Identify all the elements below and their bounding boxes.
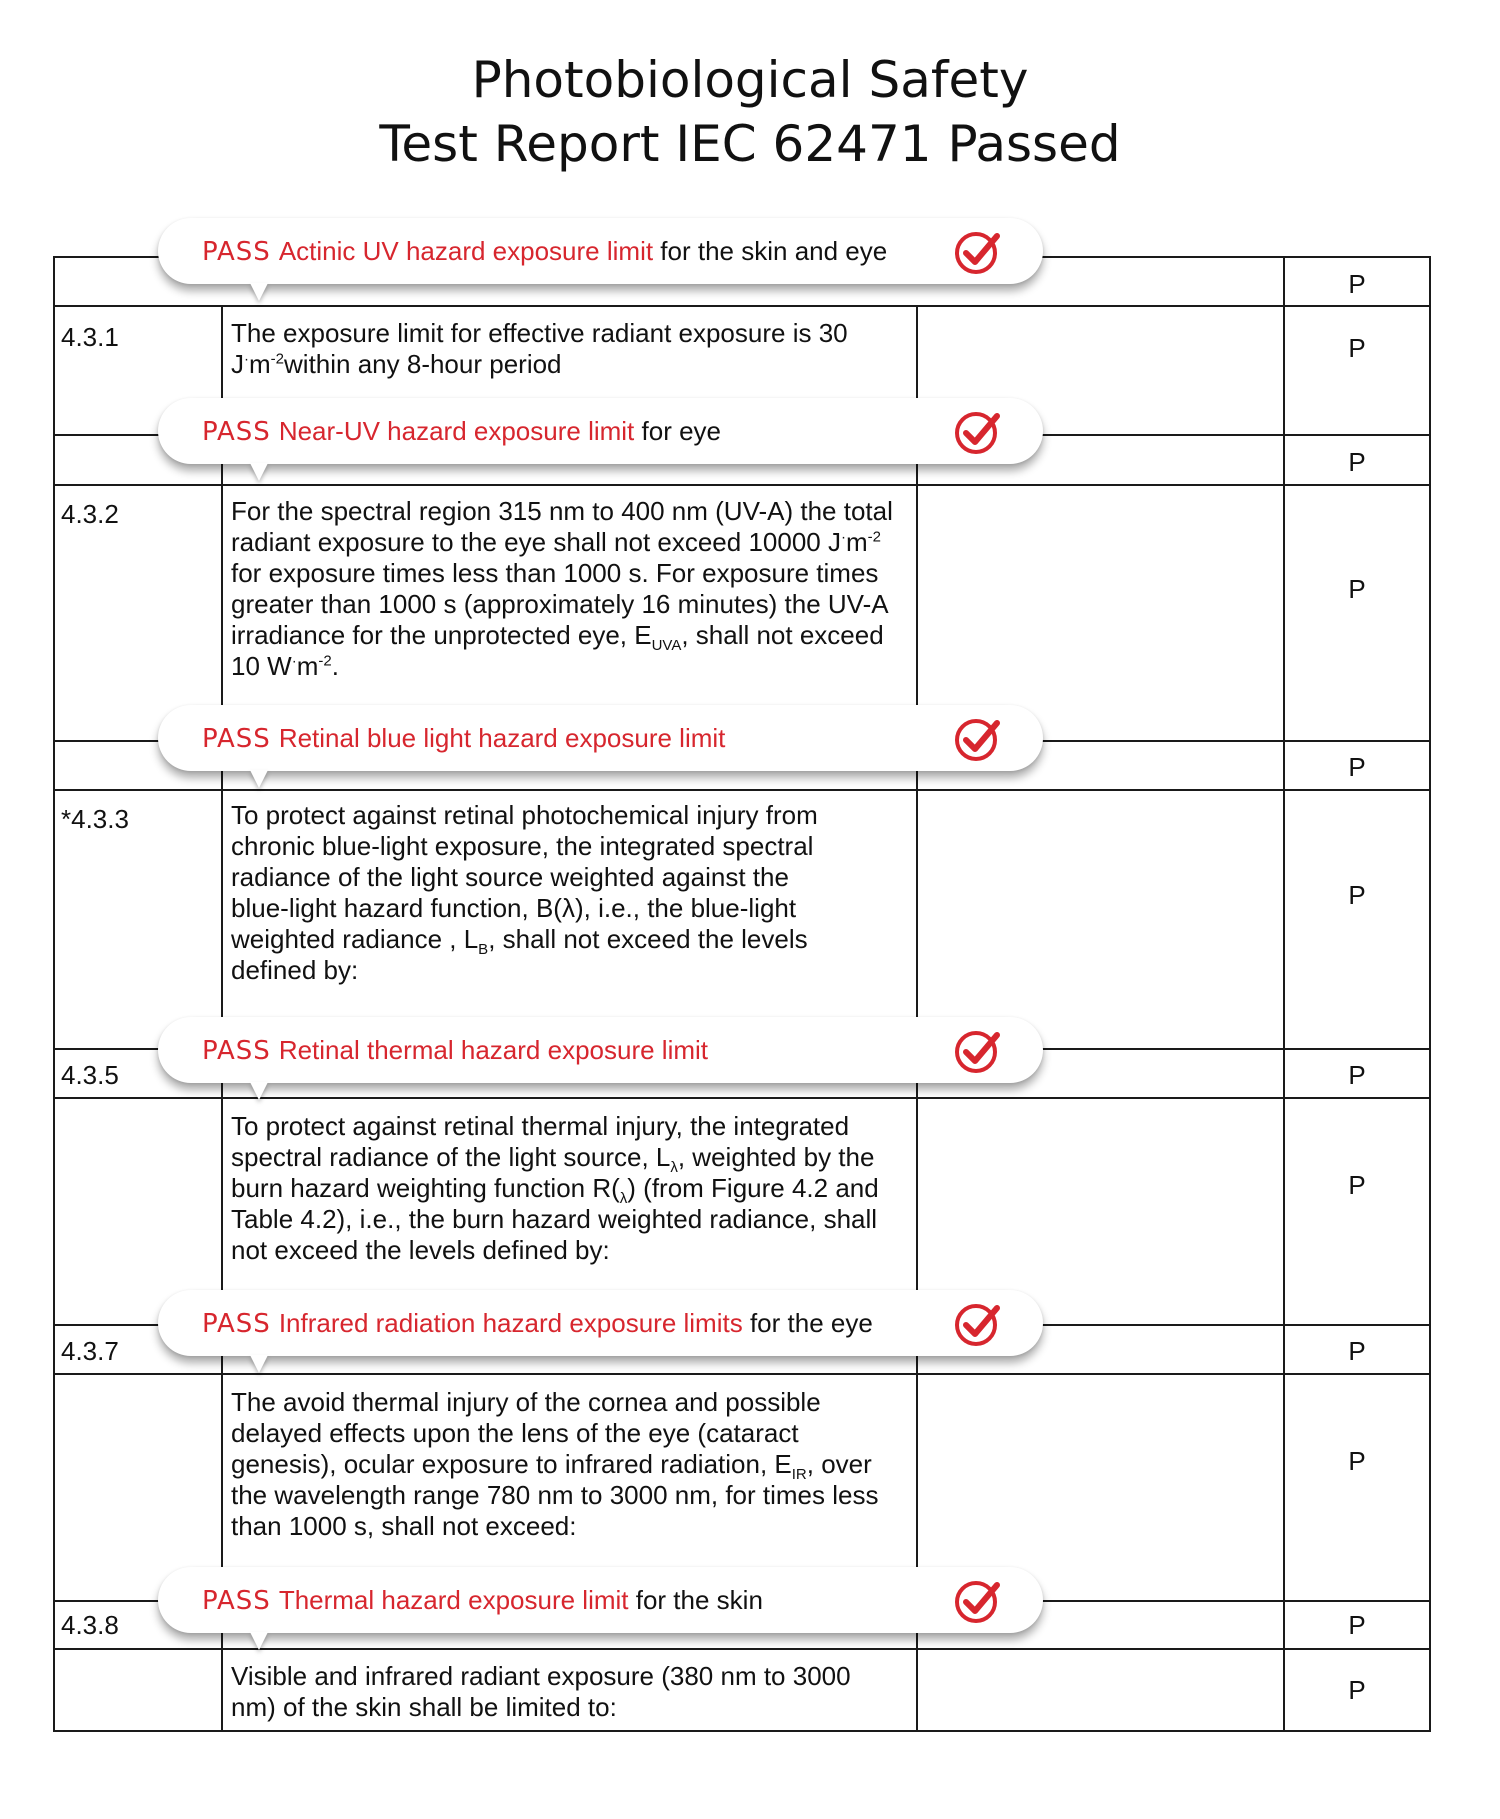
- verdict-pass: P: [1348, 574, 1366, 604]
- verdict-pass: P: [1348, 447, 1366, 477]
- table-rule: [53, 256, 55, 1732]
- verdict-pass: P: [1348, 1675, 1366, 1705]
- verdict-pass: P: [1348, 269, 1366, 299]
- pass-label: PASS: [202, 1586, 271, 1616]
- verdict-pass: P: [1348, 333, 1366, 363]
- clause-number: 4.3.2: [61, 499, 119, 529]
- requirement-text: The avoid thermal injury of the cornea and possible delayed effects upon the lens of the eye (cataract genesis), ocular exposure to infrared radiation, $E_{IR}$, over the wavelength range 780 nm to 3000 nm, for times less than 1000 s, shall not exceed:: [231, 1387, 879, 1541]
- check-circle-icon: [953, 1026, 1003, 1076]
- table-rule: [53, 305, 1429, 307]
- check-circle-icon: [953, 714, 1003, 764]
- pass-banner-skin-thermal: PASS Thermal hazard exposure limit for the skin: [158, 1567, 1043, 1633]
- requirement-text: Visible and infrared radiant exposure (380 nm to 3000 nm) of the skin shall be limited to:: [231, 1661, 851, 1722]
- clause-number: 4.3.7: [61, 1336, 119, 1366]
- verdict-pass: P: [1348, 1170, 1366, 1200]
- requirement-text: The exposure limit for effective radiant exposure is 30 $J^\cdot m^{-2}within$ any 8-hour period: [231, 318, 848, 379]
- clause-number: *4.3.3: [61, 804, 129, 834]
- table-rule: [53, 484, 1429, 486]
- verdict-pass: P: [1348, 752, 1366, 782]
- requirement-text: To protect against retinal thermal injury, the integrated spectral radiance of the light source, $L_\lambda$, weighted by the burn hazard weighting function $R(_\lambda)$ (from Figure 4.2 and Table 4.2), i.e., the burn hazard weighted radiance, shall not exceed the levels defined by:: [231, 1111, 879, 1265]
- verdict-pass: P: [1348, 1610, 1366, 1640]
- report-title-line-1: Photobiological Safety: [471, 51, 1029, 109]
- clause-number: 4.3.5: [61, 1060, 119, 1090]
- table-rule: [53, 1730, 1429, 1732]
- table-rule: [53, 1373, 1429, 1375]
- pass-banner-infrared: PASS Infrared radiation hazard exposure limits for the eye: [158, 1290, 1043, 1356]
- verdict-pass: P: [1348, 1060, 1366, 1090]
- pass-banner-retinal-thermal: PASS Retinal thermal hazard exposure limit: [158, 1017, 1043, 1083]
- pass-label: PASS: [202, 1036, 271, 1066]
- requirement-text: To protect against retinal photochemical injury from chronic blue-light exposure, the integrated spectral radiance of the light source weighted against the blue-light hazard function, B(λ), i.e., the blue-light weighted radiance , $L_B$, shall not exceed the levels defined by:: [231, 800, 818, 985]
- pass-banner-blue-light: PASS Retinal blue light hazard exposure limit: [158, 705, 1043, 771]
- requirement-text: For the spectral region 315 nm to 400 nm (UV-A) the total radiant exposure to the eye shall not exceed 10000 $J^\cdot m^{-2}$ for exposure times less than 1000 s. For exposure times greater than 1000 s (approximately 16 minutes) the UV-A irradiance for the unprotected eye, $E_{UVA}$, shall not exceed 10 $W^\cdot m^{-2}$.: [231, 496, 893, 681]
- pass-label: PASS: [202, 237, 271, 267]
- table-rule: [53, 789, 1429, 791]
- verdict-pass: P: [1348, 1336, 1366, 1366]
- check-circle-icon: [953, 407, 1003, 457]
- pass-label: PASS: [202, 724, 271, 754]
- check-circle-icon: [953, 227, 1003, 277]
- verdict-pass: P: [1348, 880, 1366, 910]
- pass-banner-actinic-uv: PASS Actinic UV hazard exposure limit for the skin and eye: [158, 218, 1043, 284]
- pass-banner-near-uv: PASS Near-UV hazard exposure limit for eye: [158, 398, 1043, 464]
- pass-label: PASS: [202, 1309, 271, 1339]
- clause-number: 4.3.1: [61, 322, 119, 352]
- clause-number: 4.3.8: [61, 1610, 119, 1640]
- verdict-pass: P: [1348, 1446, 1366, 1476]
- check-circle-icon: [953, 1576, 1003, 1626]
- report-title-line-2: Test Report IEC 62471 Passed: [379, 115, 1121, 173]
- check-circle-icon: [953, 1299, 1003, 1349]
- pass-label: PASS: [202, 417, 271, 447]
